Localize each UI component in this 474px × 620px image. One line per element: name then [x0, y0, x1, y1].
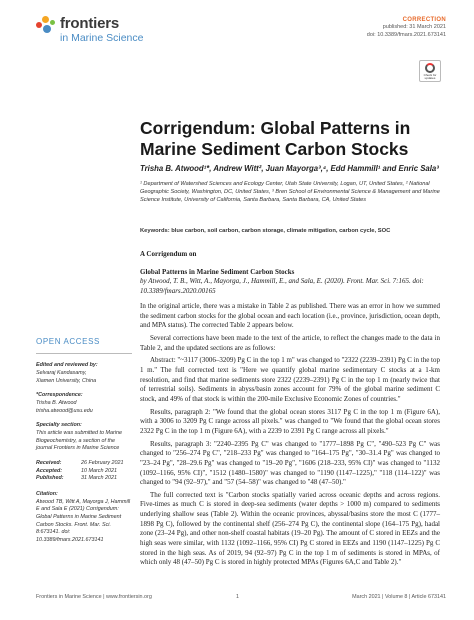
date-label: Published: [36, 475, 64, 482]
original-article [140, 268, 440, 296]
editor-name: Selvaraj Kandasamy, [36, 370, 87, 377]
journal-name: in Marine Science [60, 32, 144, 44]
specialty-section-text: This article was submitted to Marine Biogeochemistry, a section of the journal Frontiers in Marine Science [36, 430, 122, 452]
article-title: Corrigendum: Global Patterns in Marine Sediment Carbon Stocks [140, 118, 411, 159]
article-sidebar [36, 336, 132, 552]
affiliations: ¹ Department of Watershed Sciences and Ecology Center, Utah State University, Logan, UT, United States, ² National Geographic Society, Washington, DC, United States, ³ Bren School of Environmental Science & Management and Marine Science Institute, University of California, Santa Barbara, Santa Barbara, CA, United States [140, 181, 440, 204]
original-citation: by Atwood, T. B., Witt, A., Mayorga, J., Hammill, E., and Sala, E. (2020). Front. Mar. Sci. 7:165. doi: 10.3389/fmars.2020.00165 [140, 277, 424, 295]
date-value: 31 March 2021 [81, 475, 117, 482]
date-row [36, 475, 132, 483]
editor-affiliation: Xiamen University, China [36, 377, 97, 384]
footer-journal-link[interactable]: Frontiers in Marine Science | www.frontiersin.org [36, 594, 152, 600]
paragraph: Several corrections have been made to the text of the article, to reflect the changes made to the data in Table 2, and the updated sections are as follows: [140, 333, 440, 352]
keywords-label: Keywords: [140, 228, 170, 234]
correspondence-block [36, 392, 132, 415]
editor-label: Edited and reviewed by: [36, 362, 98, 369]
corrigendum-on: A Corrigendum on [140, 250, 197, 258]
paragraph: Results, paragraph 2: "We found that the global ocean stores 3117 Pg C in the top 1 m (Figure 6A), with a 3006 to 3209 Pg C range across all pixels." was changed to "We found that the global ocean stores 2322 Pg C in the top 1 m (Figure 6A), with a 2239 to 2391 Pg C range across all pixels." [140, 407, 440, 435]
article-meta [367, 16, 446, 39]
citation-text: Atwood TB, Witt A, Mayorga J, Hammill E and Sala E (2021) Corrigendum: Global Patterns in Marine Sediment Carbon Stocks. Front. Mar. Sci. 8:673141. doi: 10.3389/fmars.2021.673141 [36, 498, 131, 544]
page-header [36, 16, 446, 56]
date-row [36, 460, 132, 468]
editor-block [36, 362, 132, 385]
citation-label: Citation: [36, 491, 58, 498]
correspondence-email[interactable]: trisha.atwood@usu.edu [36, 407, 93, 414]
paragraph: Abstract: "~3117 (3006–3209) Pg C in the top 1 m" was changed to "2322 (2239–2391) Pg C in the top 1 m." The full corrected text is "Here we quantify global marine sedimentary C stocks at a 1-km resolution, and find that marine sediments store 2322 (2239–2391) Pg C in the top 1 m (nearly twice that of terrestrial soils). Sediments in abyss/basin zones account for 79% of the global marine sediment C stock, and 49% of that stock is within the 200-mile Exclusive Economic Zones of countries." [140, 356, 440, 403]
article-type: CORRECTION [402, 17, 446, 23]
paragraph: Results, paragraph 3: "2240–2395 Pg C" was changed to "1777–1898 Pg C", "490–523 Pg C" was changed to "256–274 Pg C", "218–233 Pg" was changed to "164–175 Pg", "30–31.4 Pg" was changed to "23–24 Pg", "28–29.6 Pg" was changed to "19–20 Pg", "1606 (218–233, 95% CI)" was changed to "1132 (1092–1166, 95% CI)", "1512 (1480–1580)" was changed to "1190 (1147–1225)," "118 (114–122)" was changed to "94 (92–97)," and "57 (54–58)" was changed to "48 (47–50)." [140, 439, 440, 487]
published-date: published: 31 March 2021 [382, 24, 446, 31]
date-label: Received: [36, 460, 62, 467]
specialty-section-label: Specialty section: [36, 422, 82, 429]
keywords-list: blue carbon, soil carbon, carbon storage, climate mitigation, carbon cycle, SOC [171, 228, 391, 234]
page-number: 1 [236, 594, 239, 600]
article-body [140, 302, 440, 571]
original-title[interactable]: Global Patterns in Marine Sediment Carbon Stocks [140, 268, 295, 276]
specialty-section-block [36, 422, 132, 453]
paragraph: The full corrected text is "Carbon stocks spatially varied across oceanic depths and across regions. Five-times as much C is stored in deep-sea sediments (water depths > 1000 m) compared to sediments underlying shallow seas (Table 2). Within the oceanic provinces, abyssal/basins store the most C (1777–1898 Pg C), followed by the continental shelf (256–274 Pg C), the continental slope (164–175 Pg), hadal zone (23–24 Pg), and other non-shelf coastal habitats (19–20 Pg). The amount of C stored in EEZs and the high seas were similar, with 1132 (1092–1166, 95% CI) Pg C stored in EEZs and 1190 (1147–1225) Pg C stored in the high seas. As of 2019, 94 (92–97) Pg C in the top 1 m of sediments is stored in MPAs, of which only 48 (47–50) Pg C is stored in highly protected MPAs (Figures 6A,C and Table 2)." [140, 490, 440, 567]
updates-icon [425, 63, 435, 73]
citation-block [36, 491, 132, 545]
date-row [36, 468, 132, 476]
publisher-name: frontiers [60, 15, 120, 32]
open-access-label: OPEN ACCESS [36, 336, 132, 354]
date-label: Accepted: [36, 467, 63, 474]
frontiers-logo-icon [36, 16, 56, 36]
date-value: 26 February 2021 [81, 460, 124, 467]
check-updates-label: Check for updates [423, 72, 437, 80]
keywords [140, 228, 440, 234]
date-value: 10 March 2021 [81, 467, 117, 474]
author-list: Trisha B. Atwood¹*, Andrew Witt², Juan Mayorga³,⁴, Edd Hammill¹ and Enric Sala³ [140, 164, 439, 173]
correspondence-label: *Correspondence: [36, 392, 83, 399]
check-updates-badge[interactable] [419, 60, 441, 82]
article-doi[interactable]: doi: 10.3389/fmars.2021.673141 [366, 31, 446, 38]
frontiers-logo[interactable] [36, 16, 143, 44]
footer-issue-info: March 2021 | Volume 8 | Article 673141 [352, 594, 446, 600]
correspondence-name: Trisha B. Atwood [36, 400, 77, 407]
paragraph: In the original article, there was a mistake in Table 2 as published. There was an error in how we summed the sediment carbon stocks for the global ocean and each location (i.e., province, jurisdiction, ocean depth, and MPA status). The corrected Table 2 appears below. [140, 302, 440, 330]
dates-block [36, 460, 132, 483]
